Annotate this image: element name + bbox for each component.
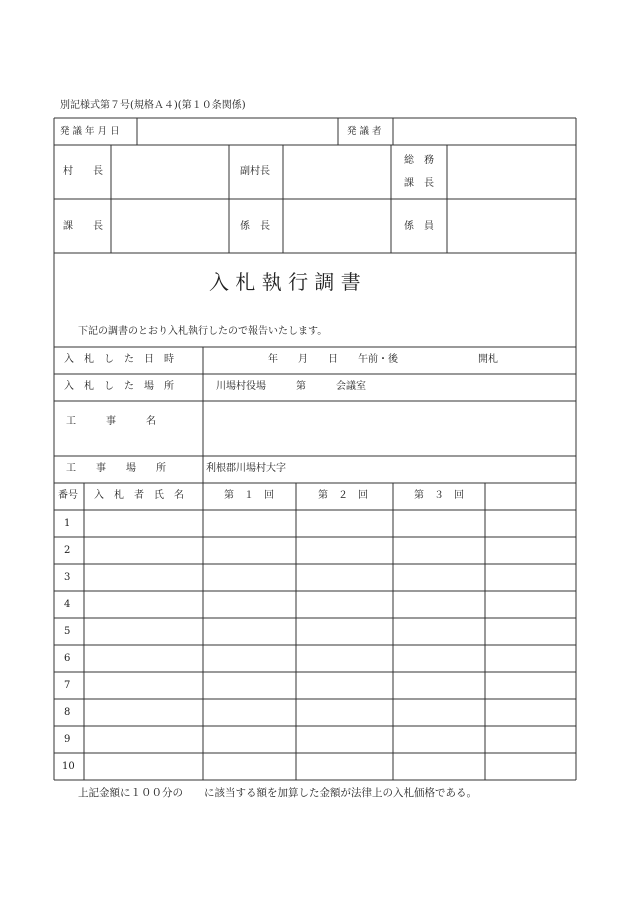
datetime-label: 入 札 し た 日 時 bbox=[64, 354, 174, 365]
table-row[interactable] bbox=[84, 537, 576, 563]
table-row[interactable] bbox=[84, 564, 576, 590]
table-row[interactable] bbox=[84, 672, 576, 698]
document-title: 入 札 執 行 調 書 bbox=[209, 270, 361, 294]
table-row[interactable] bbox=[84, 726, 576, 752]
row-number: 5 bbox=[64, 626, 71, 637]
col-header-bidder: 入 札 者 氏 名 bbox=[94, 490, 184, 501]
col-header-round-2: 第 ２ 回 bbox=[318, 490, 368, 501]
datetime-value[interactable]: 年 月 日 午前・後 開札 bbox=[268, 354, 498, 365]
row-number: 1 bbox=[64, 518, 71, 529]
row-number: 4 bbox=[64, 599, 71, 610]
table-row[interactable] bbox=[84, 618, 576, 644]
unit-chief-seal-box[interactable] bbox=[284, 200, 390, 252]
row-number: 3 bbox=[64, 572, 71, 583]
section-chief-label: 課 長 bbox=[63, 221, 103, 232]
date-label: 発 議 年 月 日 bbox=[60, 126, 120, 137]
mayor-label: 村 長 bbox=[63, 166, 103, 177]
table-row[interactable] bbox=[84, 591, 576, 617]
form-label: 別記様式第７号(規格Ａ４)(第１０条関係) bbox=[60, 100, 246, 111]
general-affairs-label: 総 務 bbox=[404, 155, 434, 166]
row-number: 2 bbox=[64, 545, 71, 556]
staff-label: 係 員 bbox=[404, 221, 434, 232]
site-label: 工 事 場 所 bbox=[66, 463, 166, 474]
row-number: 10 bbox=[62, 761, 75, 772]
footer-note: 上記金額に１００分の に該当する額を加算した金額が法律上の入札価格である。 bbox=[78, 787, 477, 799]
intro-text: 下記の調書のとおり入札執行したので報告いたします。 bbox=[78, 326, 328, 337]
unit-chief-label: 係 長 bbox=[240, 221, 270, 232]
proposer-label: 発 議 者 bbox=[347, 126, 382, 137]
table-row[interactable] bbox=[84, 645, 576, 671]
project-name-field[interactable] bbox=[205, 403, 575, 455]
section-chief-seal-box[interactable] bbox=[112, 200, 228, 252]
table-row[interactable] bbox=[84, 753, 576, 779]
general-affairs-chief-label: 課 長 bbox=[404, 178, 434, 189]
row-number: 9 bbox=[64, 734, 71, 745]
col-header-round-3: 第 ３ 回 bbox=[414, 490, 464, 501]
date-field[interactable] bbox=[140, 120, 335, 143]
col-header-number: 番号 bbox=[58, 490, 78, 501]
row-number: 8 bbox=[64, 707, 71, 718]
place-value[interactable]: 川場村役場 第 会議室 bbox=[216, 381, 366, 392]
project-name-label: 工 事 名 bbox=[66, 416, 156, 427]
table-row[interactable] bbox=[84, 510, 576, 536]
proposer-field[interactable] bbox=[396, 120, 574, 143]
mayor-seal-box[interactable] bbox=[112, 146, 228, 198]
deputy-mayor-seal-box[interactable] bbox=[284, 146, 390, 198]
general-affairs-seal-box[interactable] bbox=[448, 146, 575, 198]
row-number: 7 bbox=[64, 680, 71, 691]
deputy-mayor-label: 副村長 bbox=[240, 166, 270, 177]
col-header-round-1: 第 １ 回 bbox=[224, 490, 274, 501]
table-row[interactable] bbox=[84, 699, 576, 725]
staff-seal-box[interactable] bbox=[448, 200, 575, 252]
place-label: 入 札 し た 場 所 bbox=[64, 381, 174, 392]
row-number: 6 bbox=[64, 653, 71, 664]
site-value[interactable]: 利根郡川場村大字 bbox=[206, 463, 286, 474]
